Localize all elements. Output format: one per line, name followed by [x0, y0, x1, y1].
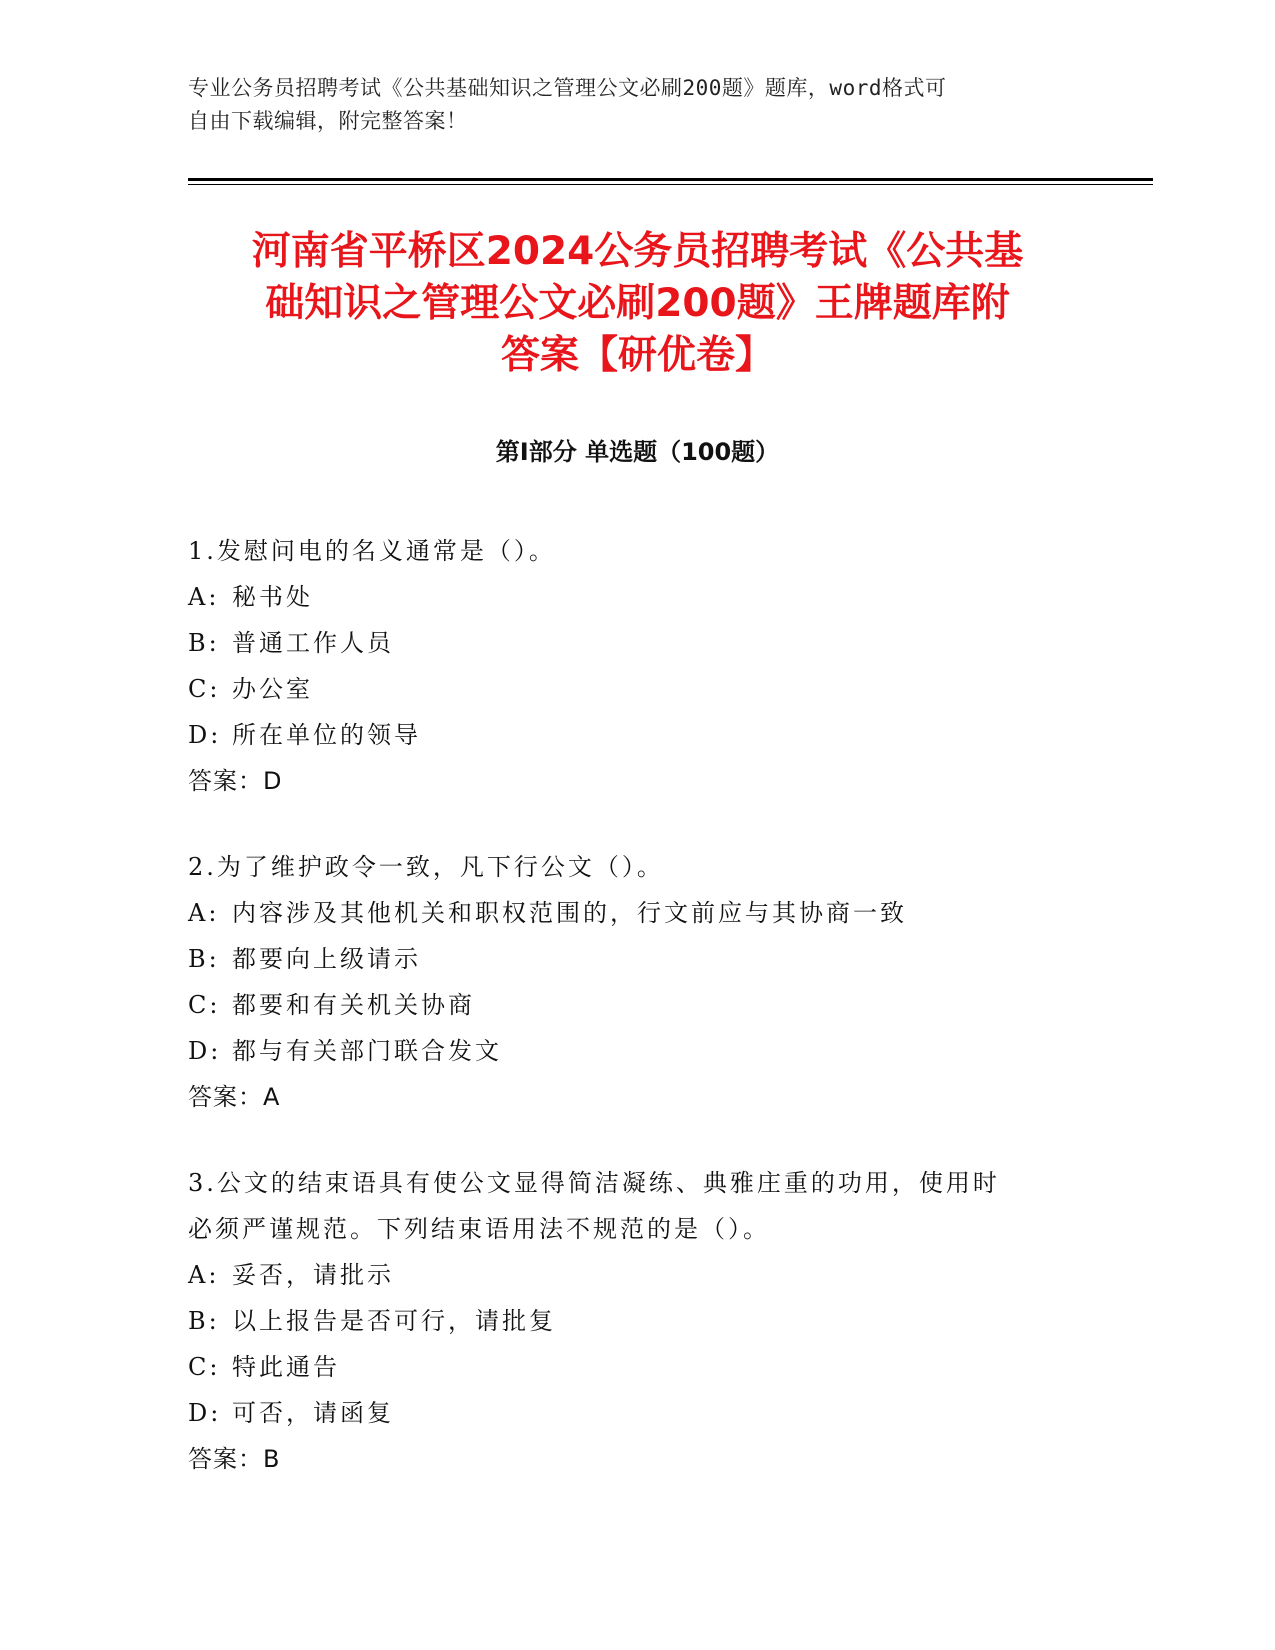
- question-stem: 3.公文的结束语具有使公文显得简洁凝练、典雅庄重的功用，使用时: [188, 1169, 1000, 1197]
- option-text: 以上报告是否可行，请批复: [232, 1307, 556, 1335]
- document-title-line: 河南省平桥区2024公务员招聘考试《公共基: [251, 229, 1024, 274]
- option-key: B:: [188, 945, 220, 973]
- option-text: 办公室: [232, 675, 313, 703]
- document-title-line: 答案【研优卷】: [500, 333, 774, 378]
- option-text: 普通工作人员: [232, 629, 394, 657]
- header-note-line: 专业公务员招聘考试《公共基础知识之管理公文必刷200题》题库，word格式可: [188, 76, 947, 100]
- question-item: [188, 844, 1088, 1120]
- option-c: [188, 1344, 1088, 1390]
- option-c: [188, 982, 1088, 1028]
- question-stem-continued: 必须严谨规范。下列结束语用法不规范的是（）。: [188, 1215, 770, 1243]
- header-divider-thin: [188, 184, 1153, 185]
- option-d: [188, 1028, 1088, 1074]
- answer-line: 答案：D: [188, 767, 283, 795]
- header-divider-thick: [188, 178, 1153, 181]
- option-text: 都要和有关机关协商: [232, 991, 475, 1019]
- option-text: 秘书处: [232, 583, 313, 611]
- question-list: [188, 528, 1088, 1522]
- option-a: [188, 890, 1088, 936]
- document-title-line: 础知识之管理公文必刷200题》王牌题库附: [265, 281, 1010, 326]
- option-text: 所在单位的领导: [232, 721, 421, 749]
- option-b: [188, 1298, 1088, 1344]
- option-key: D:: [188, 1037, 222, 1065]
- option-key: C:: [188, 675, 221, 703]
- answer-line: 答案：A: [188, 1083, 281, 1111]
- option-text: 内容涉及其他机关和职权范围的，行文前应与其协商一致: [232, 899, 907, 927]
- question-stem: 2.为了维护政令一致，凡下行公文（）。: [188, 853, 664, 881]
- question-item: [188, 1160, 1088, 1482]
- option-text: 都与有关部门联合发文: [232, 1037, 502, 1065]
- option-key: B:: [188, 1307, 220, 1335]
- option-text: 特此通告: [232, 1353, 340, 1381]
- option-key: C:: [188, 991, 221, 1019]
- option-d: [188, 1390, 1088, 1436]
- header-note-line: 自由下载编辑，附完整答案！: [188, 109, 468, 133]
- option-key: B:: [188, 629, 220, 657]
- option-key: A:: [188, 583, 220, 611]
- option-b: [188, 936, 1088, 982]
- section-title: 第Ⅰ部分 单选题（100题）: [495, 438, 780, 466]
- option-key: A:: [188, 899, 220, 927]
- option-b: [188, 620, 1088, 666]
- option-key: A:: [188, 1261, 220, 1289]
- option-key: D:: [188, 721, 222, 749]
- option-key: C:: [188, 1353, 221, 1381]
- option-a: [188, 1252, 1088, 1298]
- option-key: D:: [188, 1399, 222, 1427]
- document-title: [150, 226, 1125, 382]
- answer-line: 答案：B: [188, 1445, 281, 1473]
- option-text: 可否，请函复: [232, 1399, 394, 1427]
- option-d: [188, 712, 1088, 758]
- option-a: [188, 574, 1088, 620]
- option-text: 妥否，请批示: [232, 1261, 394, 1289]
- option-c: [188, 666, 1088, 712]
- option-text: 都要向上级请示: [232, 945, 421, 973]
- question-item: [188, 528, 1088, 804]
- header-note: [188, 72, 1088, 138]
- question-stem: 1.发慰问电的名义通常是（）。: [188, 537, 556, 565]
